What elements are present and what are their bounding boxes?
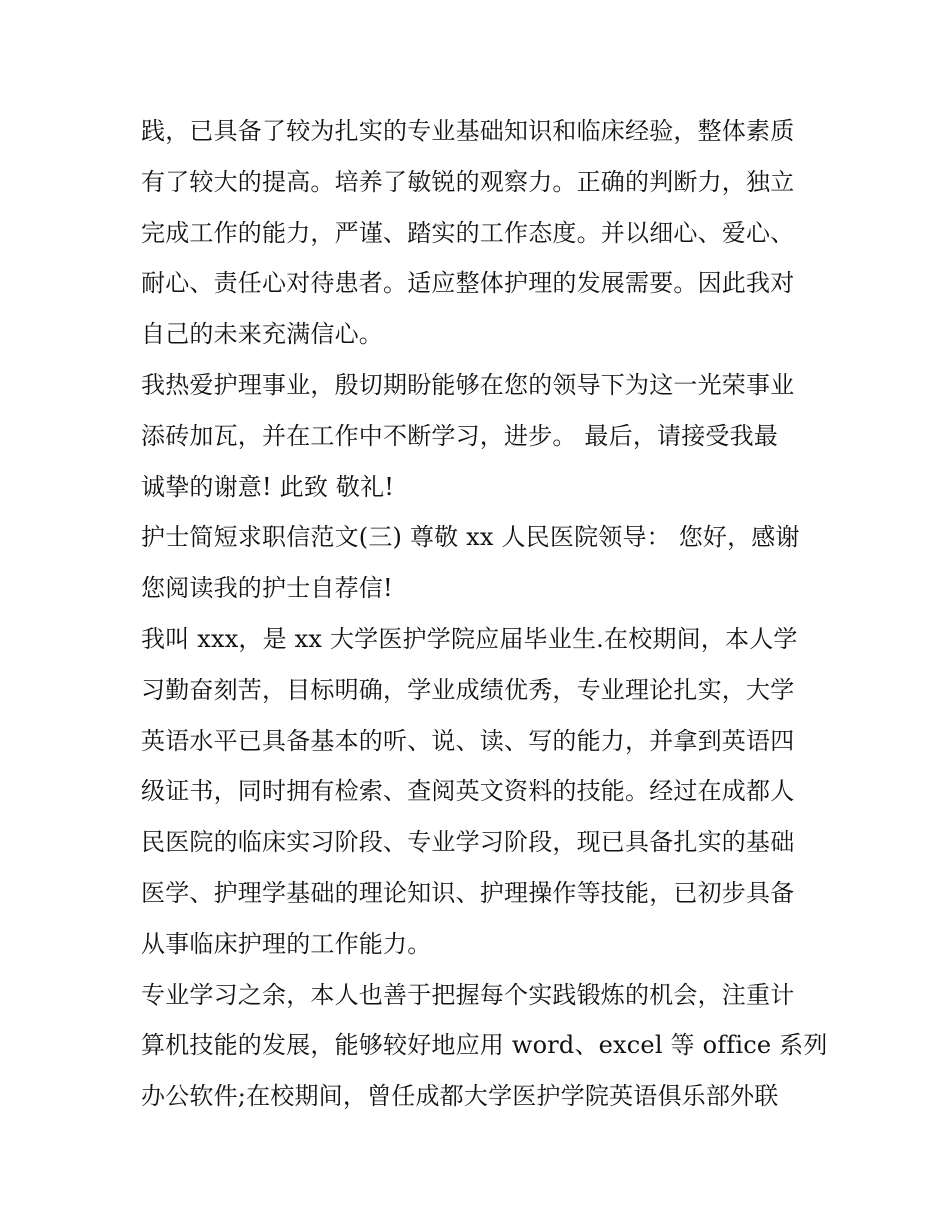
text-line: 医学、护理学基础的理论知识、护理操作等技能，已初步具备 <box>141 878 795 907</box>
text-line: 算机技能的发展，能够较好地应用 word、excel 等 office 系列 <box>141 1031 828 1060</box>
text-line: 诚挚的谢意! 此致 敬礼! <box>141 472 395 501</box>
text-line: 办公软件;在校期间，曾任成都大学医护学院英语俱乐部外联 <box>141 1082 779 1111</box>
text-line: 自己的未来充满信心。 <box>141 320 383 349</box>
text-line: 英语水平已具备基本的听、说、读、写的能力，并拿到英语四 <box>141 726 795 755</box>
text-line: 民医院的临床实习阶段、专业学习阶段，现已具备扎实的基础 <box>141 828 795 857</box>
text-line: 护士简短求职信范文(三) 尊敬 xx 人民医院领导： 您好，感谢 <box>141 523 800 552</box>
text-line: 添砖加瓦，并在工作中不断学习，进步。 最后，请接受我最 <box>141 421 779 450</box>
document-body <box>141 106 828 1122</box>
text-line: 我叫 xxx，是 xx 大学医护学院应届毕业生.在校期间，本人学 <box>141 624 798 653</box>
text-line: 耐心、责任心对待患者。适应整体护理的发展需要。因此我对 <box>141 269 795 298</box>
text-line: 习勤奋刻苦，目标明确，学业成绩优秀，专业理论扎实，大学 <box>141 675 795 704</box>
text-line: 从事临床护理的工作能力。 <box>141 929 432 958</box>
text-line: 践，已具备了较为扎实的专业基础知识和临床经验，整体素质 <box>141 117 795 145</box>
text-line: 级证书，同时拥有检索、查阅英文资料的技能。经过在成都人 <box>141 777 795 806</box>
text-line: 有了较大的提高。培养了敏锐的观察力。正确的判断力，独立 <box>141 167 795 196</box>
text-line: 完成工作的能力，严谨、踏实的工作态度。并以细心、爱心、 <box>141 218 795 247</box>
text-line: 专业学习之余，本人也善于把握每个实践锻炼的机会，注重计 <box>141 980 795 1009</box>
text-line: 我热爱护理事业，殷切期盼能够在您的领导下为这一光荣事业 <box>141 370 795 399</box>
text-line: 您阅读我的护士自荐信! <box>141 574 393 603</box>
